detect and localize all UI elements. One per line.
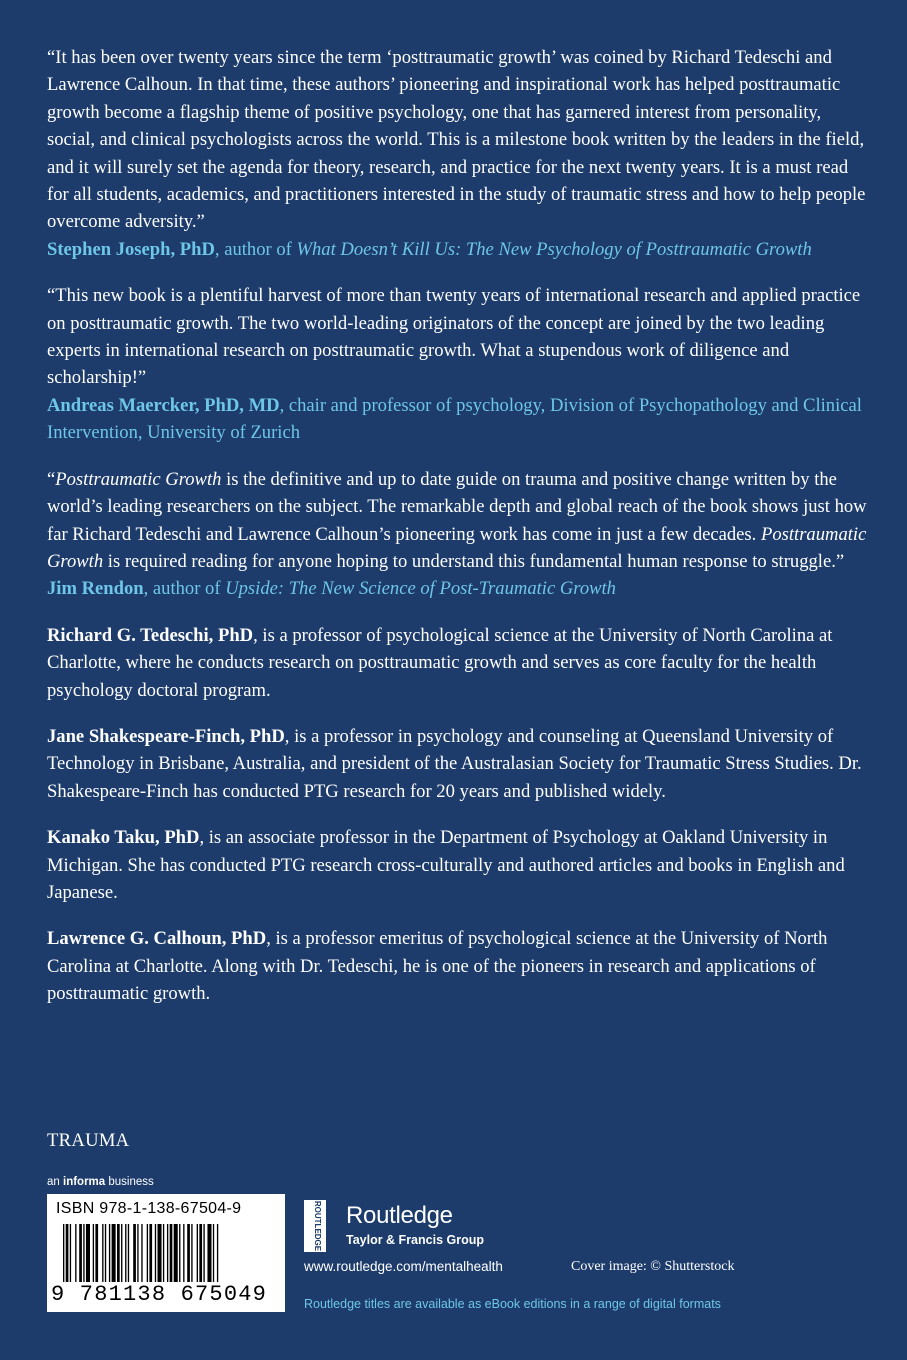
barcode-bar	[174, 1224, 178, 1282]
barcode-bar	[75, 1224, 76, 1282]
quote-2: “This new book is a plentiful harvest of more than twenty years of international research and applied practice on posttraumatic growth. The two world-leading originators of the concept are joined by the two leading experts in international research on posttraumatic growth. What a stupendous work of diligence and scholarship!” Andreas Maercker, PhD, MD, chair and professor of psychology, Division of Psychopathology and Clinical Intervention, University of Zurich	[47, 285, 862, 444]
cover-credit: Cover image: © Shutterstock	[571, 1259, 735, 1274]
barcode-bars	[63, 1224, 269, 1282]
informa-tagline: an informa business	[47, 1176, 154, 1188]
barcode-bar	[79, 1224, 82, 1282]
barcode-bar	[70, 1224, 71, 1282]
barcode-bar	[199, 1224, 202, 1282]
publisher-group: Taylor & Francis Group	[346, 1233, 484, 1247]
quote-text: This new book is a plentiful harvest of more than twenty years of international research and applied practice on posttraumatic growth. The two world-leading originators of the concept are joined by the two leading experts in international research on posttraumatic growth. What a stupendous work of diligence and scholarship!”	[47, 285, 861, 389]
barcode-bar	[95, 1224, 98, 1282]
subject-category: TRAUMA	[47, 1130, 130, 1151]
barcode-bar	[207, 1224, 211, 1282]
barcode-bar	[117, 1224, 120, 1282]
barcode-bar	[167, 1224, 168, 1282]
barcode-bar	[63, 1224, 64, 1282]
author-bio: Jane Shakespeare-Finch, PhD, is a professor in psychology and counseling at Queensland University of Technology in Brisbane, Australia, and president of the Australasian Society for Traumatic Stress Studies. Dr. Shakespeare-Finch has conducted PTG research for 20 years and published widely.	[47, 725, 862, 802]
barcode-bar	[158, 1224, 162, 1282]
publisher-url[interactable]: www.routledge.com/mentalhealth	[304, 1259, 503, 1274]
barcode-bar	[191, 1224, 192, 1282]
quote-attribution: Stephen Joseph, PhD, author of What Doesn’t Kill Us: The New Psychology of Posttraumatic Growth	[47, 238, 812, 260]
isbn-barcode	[47, 1194, 285, 1312]
barcode-bar	[155, 1224, 156, 1282]
barcode-bar	[93, 1224, 94, 1282]
barcode-bar	[147, 1224, 148, 1282]
barcode-bar	[170, 1224, 173, 1282]
quote-3: “Posttraumatic Growth is the definitive and up to date guide on trauma and positive change written by the world’s leading researchers on the subject. The remarkable depth and global reach of the book shows just how far Richard Tedeschi and Lawrence Calhoun’s pioneering work has come in just a few decades. Posttraumatic Growth is required reading for anyone hoping to understand this fundamental human response to struggle.” Jim Rendon, author of Upside: The New Science of Post-Traumatic Growth	[47, 468, 867, 600]
isbn-digits: 9 781138 675049	[51, 1282, 268, 1307]
publisher-name: Routledge	[346, 1202, 453, 1229]
barcode-bar	[105, 1224, 106, 1282]
barcode-bar	[197, 1224, 198, 1282]
text-column	[47, 44, 867, 1027]
barcode-bar	[187, 1224, 190, 1282]
quote-attribution: Jim Rendon, author of Upside: The New Science of Post-Traumatic Growth	[47, 578, 616, 600]
barcode-bar	[83, 1224, 84, 1282]
barcode-bar	[102, 1224, 103, 1282]
routledge-logo-icon	[304, 1200, 338, 1252]
barcode-bar	[163, 1224, 164, 1282]
barcode-bar	[217, 1224, 218, 1282]
barcode-bar	[66, 1224, 69, 1282]
author-bio: Kanako Taku, PhD, is an associate professor in the Department of Psychology at Oakland University in Michigan. She has conducted PTG research cross-culturally and authored articles and books in English and Japanese.	[47, 827, 845, 903]
barcode-bar	[137, 1224, 138, 1282]
barcode-bar	[213, 1224, 214, 1282]
author-bio: Lawrence G. Calhoun, PhD, is a professor emeritus of psychological science at the University of North Carolina at Charlotte. Along with Dr. Tedeschi, he is one of the pioneers in research and applications of posttraumatic growth.	[47, 928, 828, 1005]
quote-attribution: Andreas Maercker, PhD, MD, chair and professor of psychology, Division of Psychopathology and Clinical Intervention, University of Zurich	[47, 394, 862, 444]
barcode-bar	[149, 1224, 152, 1282]
quote-1: “It has been over twenty years since the term ‘posttraumatic growth’ was coined by Richard Tedeschi and Lawrence Calhoun. In that time, these authors’ pioneering and inspirational work has helped posttraumatic growth become a flagship theme of positive psychology, one that has garnered interest from personality, social, and clinical psychologists across the world. This is a milestone book written by the leaders in the field, and it will surely set the agenda for theory, research, and practice for the next twenty years. It is a must read for all students, academics, and practitioners interested in the study of traumatic stress and how to help people overcome adversity.” Stephen Joseph, PhD, author of What Doesn’t Kill Us: The New Psychology of Posttraumatic Growth	[47, 47, 866, 260]
barcode-bar	[121, 1224, 122, 1282]
barcode-bar	[109, 1224, 110, 1282]
barcode-bar	[133, 1224, 136, 1282]
barcode-bar	[141, 1224, 142, 1282]
quote-text: It has been over twenty years since the term ‘posttraumatic growth’ was coined by Richard Tedeschi and Lawrence Calhoun. In that time, these authors’ pioneering and inspirational work has helped posttraumatic growth become a flagship theme of positive psychology, one that has garnered interest from personality, social, and clinical psychologists across the world. This is a milestone book written by the leaders in the field, and it will surely set the agenda for theory, research, and practice for the next twenty years. It is a must read for all students, academics, and practitioners interested in the study of traumatic stress and how to help people overcome adversity.”	[47, 47, 866, 233]
author-bio: Richard G. Tedeschi, PhD, is a professor of psychological science at the University of North Carolina at Charlotte, where he conducts research on posttraumatic growth and serves as core faculty for the health psychology doctoral program.	[47, 624, 833, 701]
barcode-bar	[183, 1224, 184, 1282]
barcode-bar	[86, 1224, 90, 1282]
ebook-note: Routledge titles are available as eBook editions in a range of digital formats	[304, 1297, 721, 1311]
barcode-bar	[128, 1224, 129, 1282]
barcode-bar	[112, 1224, 116, 1282]
logo-vertical-text: ROUTLEDGE	[313, 1200, 322, 1252]
isbn-label: ISBN 978-1-138-67504-9	[56, 1200, 242, 1217]
barcode-bar	[203, 1224, 204, 1282]
barcode-bar	[125, 1224, 126, 1282]
barcode-bar	[179, 1224, 180, 1282]
